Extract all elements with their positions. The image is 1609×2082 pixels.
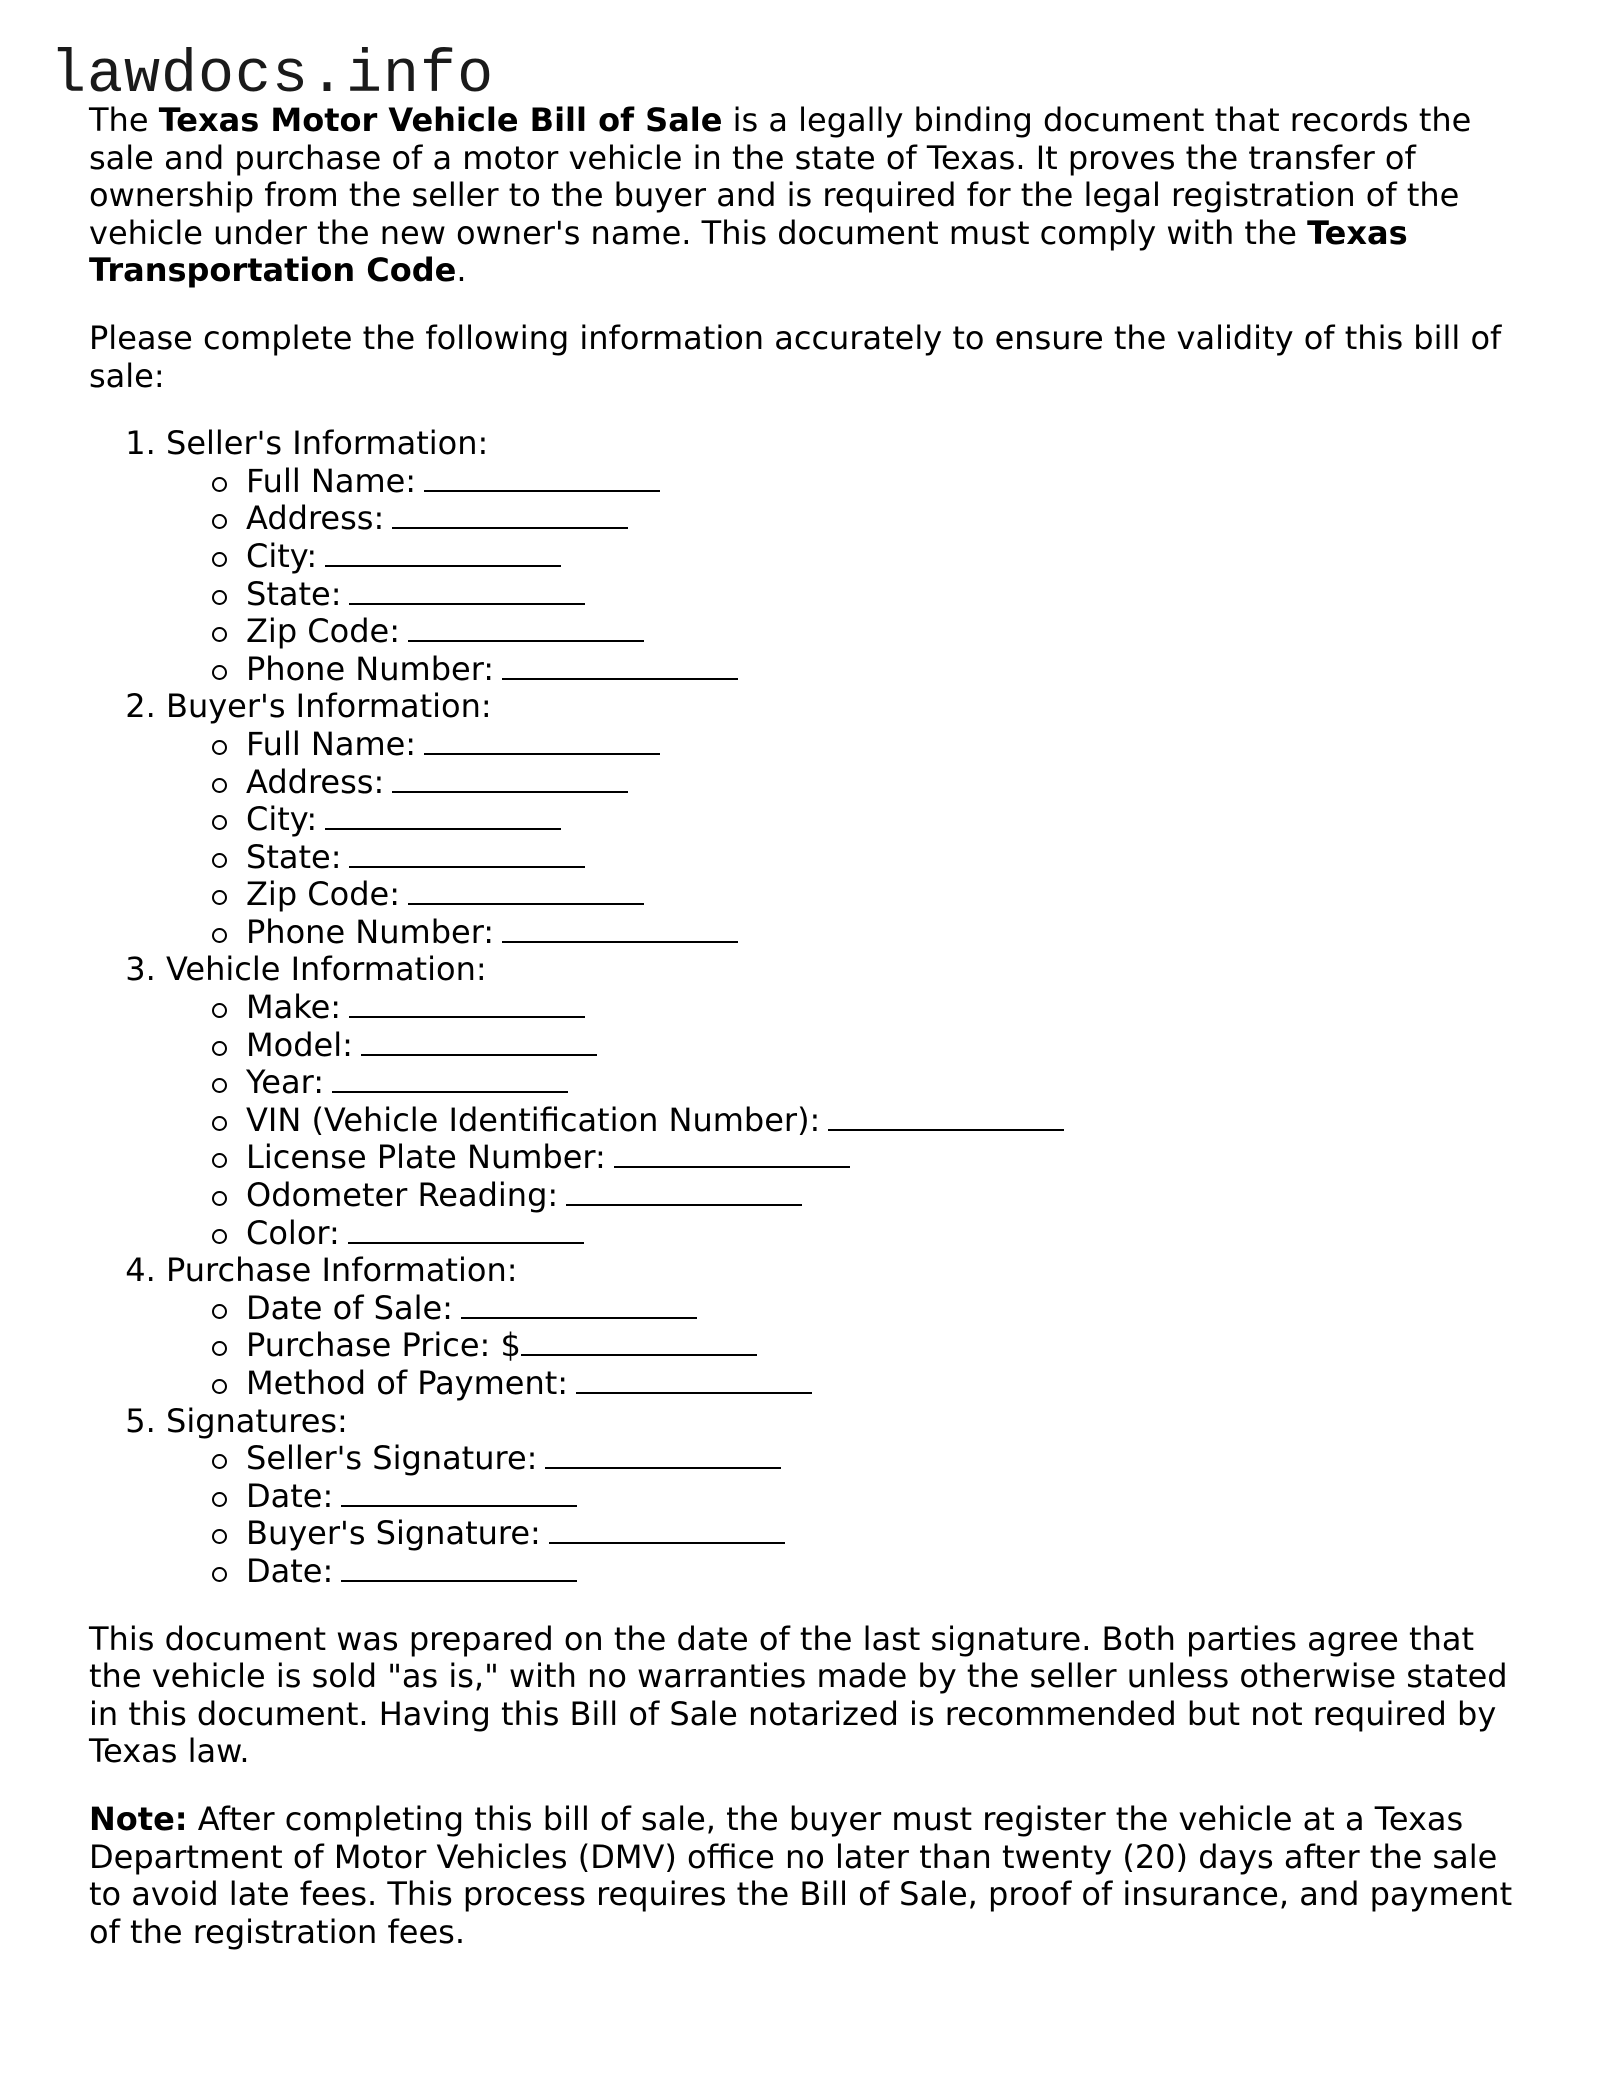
field-row (246, 1478, 1529, 1516)
section-title: Buyer's Information: (166, 687, 492, 726)
field-label: License Plate Number: (246, 1138, 606, 1177)
blank-line-city[interactable] (325, 801, 561, 830)
blank-line-state[interactable] (349, 576, 585, 605)
field-row (246, 1290, 1529, 1328)
field-label: Full Name: (246, 461, 417, 500)
blank-line-zip-code[interactable] (408, 876, 644, 905)
field-row (246, 914, 1529, 952)
field-row (246, 1027, 1529, 1065)
blank-line-vin-vehicle-identification-number[interactable] (828, 1102, 1064, 1131)
blank-line-address[interactable] (392, 500, 628, 529)
blank-line-state[interactable] (349, 839, 585, 868)
blank-line-odometer-reading[interactable] (566, 1177, 802, 1206)
section-purchase-information (166, 1252, 1529, 1402)
blank-line-seller-s-signature[interactable] (545, 1440, 781, 1469)
field-label: State: (246, 574, 342, 613)
field-label: Address: (246, 499, 385, 538)
note-text: After completing this bill of sale, the buyer must register the vehicle at a Texas Department of Motor Vehicles (DMV) office no later than twenty (20) days after the sale to avoid late fees. This process requires the Bill of Sale, proof of insurance, and payment of the registration fees. (89, 1799, 1513, 1951)
field-label: Zip Code: (246, 875, 400, 914)
closing-paragraph: This document was prepared on the date of the last signature. Both parties agree that the vehicle is sold "as is," with no warranties made by the seller unless otherwise stated in this document. Having this Bill of Sale notarized is recommended but not required by Texas law. (89, 1619, 1508, 1771)
field-label: Date: (246, 1476, 334, 1515)
field-row (246, 726, 1529, 764)
field-label: Phone Number: (246, 649, 495, 688)
blank-line-phone-number[interactable] (502, 914, 738, 943)
field-label: Phone Number: (246, 912, 495, 951)
field-label: City: (246, 536, 318, 575)
field-label: Purchase Price: $ (246, 1326, 521, 1365)
field-label: Make: (246, 988, 342, 1027)
section-title: Seller's Information: (166, 424, 489, 463)
field-row (246, 801, 1529, 839)
field-row (246, 1215, 1529, 1253)
blank-line-full-name[interactable] (424, 463, 660, 492)
field-label: Zip Code: (246, 612, 400, 651)
blank-line-city[interactable] (325, 538, 561, 567)
field-row (246, 1102, 1529, 1140)
blank-line-buyer-s-signature[interactable] (549, 1515, 785, 1544)
field-row (246, 1177, 1529, 1215)
field-label: VIN (Vehicle Identification Number): (246, 1100, 821, 1139)
field-row (246, 1327, 1529, 1365)
blank-line-full-name[interactable] (424, 726, 660, 755)
note-label: Note: (89, 1799, 188, 1838)
field-label: Method of Payment: (246, 1364, 569, 1402)
blank-line-date-of-sale[interactable] (461, 1290, 697, 1319)
blank-line-year[interactable] (332, 1064, 568, 1093)
field-row (246, 613, 1529, 651)
section-title: Signatures: (166, 1401, 348, 1440)
field-label: Color: (246, 1213, 340, 1252)
intro-text-1: The (89, 101, 159, 139)
section-seller-s-information (166, 425, 1529, 688)
blank-line-color[interactable] (348, 1215, 584, 1244)
field-label: Date: (246, 1551, 334, 1590)
field-row (246, 500, 1529, 538)
blank-line-make[interactable] (349, 989, 585, 1018)
field-label: Date of Sale: (246, 1288, 453, 1327)
field-label: Model: (246, 1025, 353, 1064)
note-paragraph (89, 1801, 1529, 1951)
field-row (246, 1139, 1529, 1177)
field-label: City: (246, 800, 318, 839)
field-label: Seller's Signature: (246, 1439, 538, 1478)
field-row (246, 839, 1529, 877)
intro-text-2: is a legally binding document that records the sale and purchase of a motor vehicle in the state of Texas. It proves the transfer of ownership from the seller to the buyer and is required for the legal registration of the vehicle under the new owner's name. This document must comply with the (89, 101, 1472, 252)
section-title: Purchase Information: (166, 1251, 518, 1290)
intro-text-3: . (456, 251, 467, 290)
field-row (246, 1064, 1529, 1102)
blank-line-purchase-price[interactable] (521, 1327, 757, 1356)
field-label: Full Name: (246, 724, 417, 763)
form-sections (89, 425, 1529, 1590)
field-row (246, 989, 1529, 1027)
field-label: Address: (246, 762, 385, 801)
field-row (246, 876, 1529, 914)
watermark: lawdocs.info (50, 42, 495, 110)
field-label: Odometer Reading: (246, 1176, 559, 1215)
section-title: Vehicle Information: (166, 950, 487, 989)
intro-bold-code: Texas Transportation Code (89, 213, 1408, 290)
field-row (246, 1515, 1529, 1553)
blank-line-phone-number[interactable] (502, 651, 738, 680)
instructions-paragraph: Please complete the following information accurately to ensure the validity of this bill of sale: (89, 318, 1502, 395)
field-row (246, 1553, 1529, 1591)
field-list (166, 1440, 1529, 1590)
field-row (246, 651, 1529, 689)
field-list (166, 463, 1529, 689)
blank-line-address[interactable] (392, 764, 628, 793)
field-list (166, 1290, 1529, 1403)
field-row (246, 1365, 1529, 1403)
intro-bold-title: Texas Motor Vehicle Bill of Sale (158, 101, 723, 139)
section-signatures (166, 1403, 1529, 1591)
blank-line-zip-code[interactable] (408, 613, 644, 642)
section-vehicle-information (166, 951, 1529, 1252)
field-row (246, 1440, 1529, 1478)
field-row (246, 576, 1529, 614)
blank-line-license-plate-number[interactable] (614, 1139, 850, 1168)
intro-paragraph (89, 102, 1529, 290)
blank-line-model[interactable] (361, 1027, 597, 1056)
field-list (166, 726, 1529, 952)
document-body (89, 102, 1529, 1951)
field-row (246, 463, 1529, 501)
field-list (166, 989, 1529, 1252)
section-buyer-s-information (166, 688, 1529, 951)
blank-line-date[interactable] (341, 1553, 577, 1582)
field-row (246, 538, 1529, 576)
field-label: State: (246, 837, 342, 876)
field-label: Year: (246, 1063, 324, 1102)
blank-line-method-of-payment[interactable] (576, 1365, 812, 1394)
blank-line-date[interactable] (341, 1478, 577, 1507)
field-label: Buyer's Signature: (246, 1514, 541, 1553)
field-row (246, 764, 1529, 802)
